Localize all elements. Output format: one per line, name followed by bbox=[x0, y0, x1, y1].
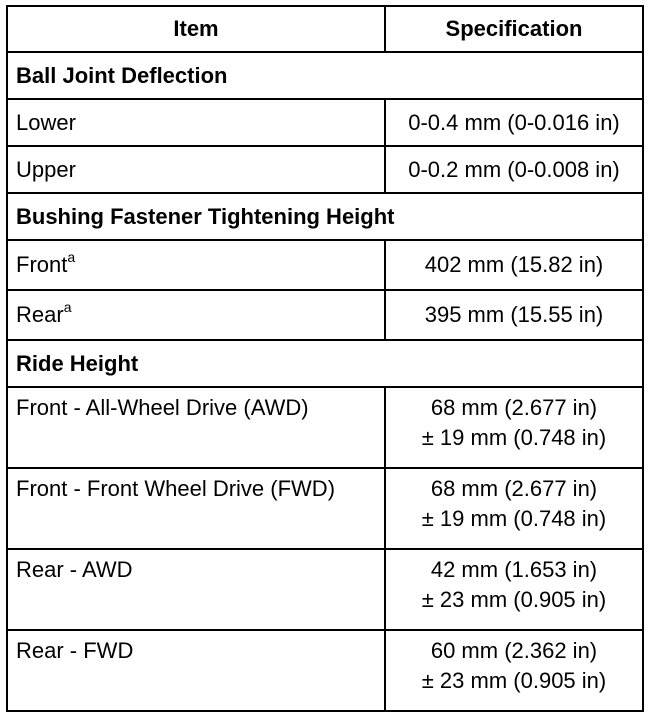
table-row bbox=[7, 99, 643, 146]
spec-tolerance: ± 23 mm (0.905 in) bbox=[421, 668, 607, 693]
spec-tolerance: ± 19 mm (0.748 in) bbox=[421, 425, 607, 450]
table-row bbox=[7, 290, 643, 340]
item-cell: Upper bbox=[7, 146, 385, 193]
footnote-marker: a bbox=[67, 248, 76, 265]
section-row-ball-joint-deflection bbox=[7, 52, 643, 99]
spec-nominal: 60 mm (2.362 in) bbox=[430, 638, 598, 663]
item-label: Front bbox=[16, 252, 68, 277]
spec-cell bbox=[385, 387, 643, 468]
spec-cell: 0-0.2 mm (0-0.008 in) bbox=[385, 146, 643, 193]
item-cell: Front - All-Wheel Drive (AWD) bbox=[7, 387, 385, 468]
spec-cell bbox=[385, 630, 643, 711]
section-row-bushing-fastener-tightening-height bbox=[7, 193, 643, 240]
spec-nominal: 42 mm (1.653 in) bbox=[430, 557, 598, 582]
specification-table bbox=[6, 5, 644, 712]
spec-tolerance: ± 19 mm (0.748 in) bbox=[421, 506, 607, 531]
spec-nominal: 68 mm (2.677 in) bbox=[430, 395, 598, 420]
spec-cell: 395 mm (15.55 in) bbox=[385, 290, 643, 340]
section-title: Bushing Fastener Tightening Height bbox=[7, 193, 643, 240]
table-row bbox=[7, 549, 643, 630]
footnote-marker: a bbox=[63, 298, 72, 315]
item-cell: Rear - AWD bbox=[7, 549, 385, 630]
table-row bbox=[7, 630, 643, 711]
spec-cell bbox=[385, 468, 643, 549]
table-header-row bbox=[7, 6, 643, 52]
item-cell bbox=[7, 290, 385, 340]
spec-cell: 0-0.4 mm (0-0.016 in) bbox=[385, 99, 643, 146]
table-row bbox=[7, 468, 643, 549]
specification-column-header: Specification bbox=[385, 6, 643, 52]
spec-nominal: 68 mm (2.677 in) bbox=[430, 476, 598, 501]
spec-cell bbox=[385, 549, 643, 630]
table-row bbox=[7, 240, 643, 290]
item-cell bbox=[7, 240, 385, 290]
section-title: Ride Height bbox=[7, 340, 643, 387]
spec-tolerance: ± 23 mm (0.905 in) bbox=[421, 587, 607, 612]
section-title: Ball Joint Deflection bbox=[7, 52, 643, 99]
item-label: Rear bbox=[16, 302, 64, 327]
spec-cell: 402 mm (15.82 in) bbox=[385, 240, 643, 290]
table-row bbox=[7, 387, 643, 468]
item-cell: Rear - FWD bbox=[7, 630, 385, 711]
item-cell: Front - Front Wheel Drive (FWD) bbox=[7, 468, 385, 549]
table-row bbox=[7, 146, 643, 193]
item-column-header: Item bbox=[7, 6, 385, 52]
item-cell: Lower bbox=[7, 99, 385, 146]
section-row-ride-height bbox=[7, 340, 643, 387]
